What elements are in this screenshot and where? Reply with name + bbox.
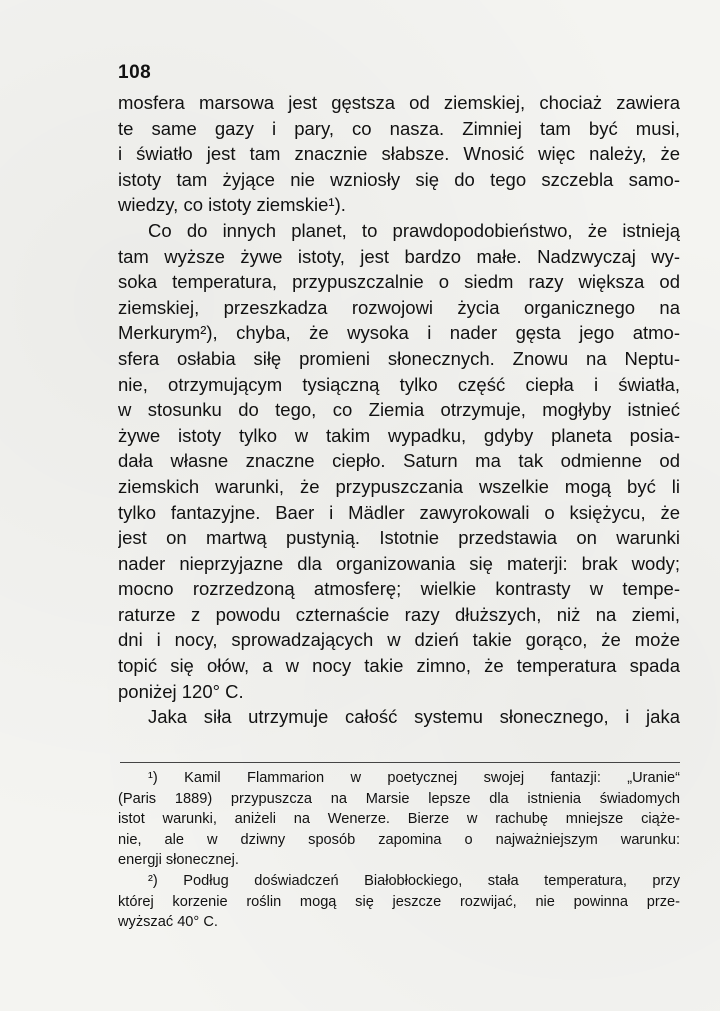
- text-line: mosfera marsowa jest gęstsza od ziemskiej, chociaż zawiera: [118, 92, 680, 113]
- text-line: jest on martwą pustynią. Istotnie przedstawia on warunki: [118, 527, 680, 549]
- footnote-line: nie, ale w dziwny sposób zapomina o najważniejszym warunku:: [118, 831, 680, 848]
- footnote-line: wyższać 40° C.: [118, 914, 218, 931]
- text-line: ziemskich warunki, że przypuszczania wszelkie mogą być li: [118, 475, 680, 497]
- footnote-line: energji słonecznej.: [118, 852, 239, 869]
- text-line: dni i nocy, sprowadzających w dzień takie gorąco, że może: [118, 629, 680, 651]
- text-line: dała własne znaczne ciepło. Saturn ma tak odmienne od: [118, 450, 680, 472]
- footnote-line: (Paris 1889) przypuszcza na Marsie lepsze dla istnienia świadomych: [118, 790, 680, 807]
- text-line: te same gazy i pary, co nasza. Zimniej tam być musi,: [118, 117, 680, 139]
- text-line: ziemskiej, przeszkadza rozwojowi życia organicznego na: [118, 296, 680, 318]
- text-line: tam wyższe żywe istoty, jest bardzo małe. Nadzwyczaj wy-: [118, 245, 680, 267]
- text-line: i światło jest tam znacznie słabsze. Wnosić więc należy, że: [118, 143, 680, 165]
- footnote-line: której korzenie roślin mogą się jeszcze rozwijać, nie powinna prze-: [118, 893, 680, 910]
- text-line: raturze z powodu czternaście razy dłuższych, niż na ziemi,: [118, 603, 680, 625]
- footnote-line: ²) Podług doświadczeń Białobłockiego, stała temperatura, przy: [148, 872, 680, 889]
- text-line: w stosunku do tego, co Ziemia otrzymuje, mogłyby istnieć: [118, 399, 680, 421]
- text-line: poniżej 120° C.: [118, 680, 244, 702]
- text-line: nie, otrzymującym tysiączną tylko część ciepła i światła,: [118, 373, 680, 395]
- text-line: soka temperatura, przypuszczalnie o siedm razy większa od: [118, 271, 680, 293]
- footnotes: [118, 768, 680, 933]
- page-number: 108: [118, 62, 152, 83]
- text-line: topić się ołów, a w nocy takie zimno, że temperatura spada: [118, 655, 680, 677]
- text-line: nader nieprzyjazne dla organizowania się materji: brak wody;: [118, 552, 680, 574]
- text-line: żywe istoty tylko w takim wypadku, gdyby planeta posia-: [118, 424, 680, 446]
- footnote-line: istot warunki, aniżeli na Wenerze. Bierze w rachubę mniejsze ciąże-: [118, 811, 680, 828]
- footnote-line: ¹) Kamil Flammarion w poetycznej swojej fantazji: „Uranie“: [148, 770, 680, 786]
- text-line: istoty tam żyjące nie wzniosły się do tego szczebla samo-: [118, 168, 680, 190]
- text-line: Co do innych planet, to prawdopodobieństwo, że istnieją: [148, 219, 680, 241]
- main-text: [118, 90, 680, 730]
- text-line: Jaka siła utrzymuje całość systemu słonecznego, i jaka: [148, 706, 680, 728]
- text-line: sfera osłabia siłę promieni słonecznych. Znowu na Neptu-: [118, 347, 680, 369]
- text-line: tylko fantazyjne. Baer i Mädler zawyrokowali o księżycu, że: [118, 501, 680, 523]
- footnote-divider: [120, 762, 680, 763]
- text-line: wiedzy, co istoty ziemskie¹).: [118, 194, 346, 216]
- text-line: Merkurym²), chyba, że wysoka i nader gęsta jego atmo-: [118, 322, 680, 344]
- text-line: mocno rozrzedzoną atmosferę; wielkie kontrasty w tempe-: [118, 578, 680, 600]
